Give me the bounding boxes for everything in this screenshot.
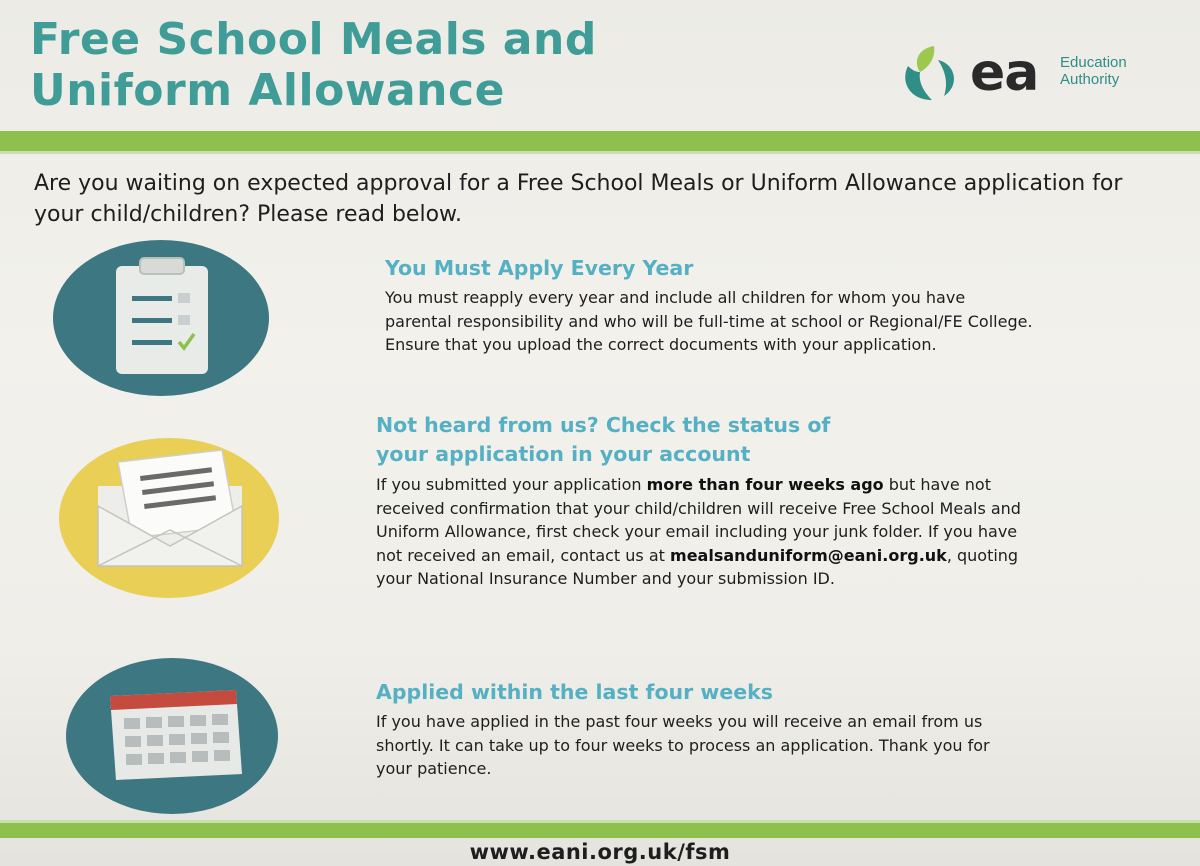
section-body-check-status <box>376 473 1036 591</box>
calendar-icon <box>66 656 280 816</box>
footer-url: www.eani.org.uk/fsm <box>469 840 731 864</box>
section-title-line: You Must Apply Every Year <box>385 256 694 280</box>
contact-email: mealsanduniform@eani.org.uk <box>670 545 947 565</box>
section-title-apply-every-year <box>385 254 693 283</box>
body-text: , quoting your National Insurance Number and your submission ID. <box>376 545 1019 588</box>
section-title-check-status <box>376 411 830 469</box>
logo-line-1: Education <box>1060 54 1127 71</box>
leaf-logo-icon <box>898 38 970 108</box>
body-text: If you submitted your application <box>376 475 647 494</box>
body-text: but have not received confirmation that your child/children will receive Free School Meals and Uniform Allowance, first check your email including your junk folder. If you have not received an email, contact us at <box>376 475 1021 565</box>
bottom-green-band <box>0 823 1200 838</box>
title-line-1: Free School Meals and <box>30 14 597 65</box>
body-bold-four-weeks: more than four weeks ago <box>646 475 884 494</box>
section-title-line-1: Not heard from us? Check the status of <box>376 413 831 437</box>
section-body-applied-recently: If you have applied in the past four weeks you will receive an email from us shortly. It can take up to four weeks to process an application. Thank you for your patience. <box>376 712 990 778</box>
logo-wordmark: ea <box>970 43 1039 103</box>
section-title-applied-recently <box>376 678 773 707</box>
education-authority-logo <box>898 38 1168 118</box>
clipboard-checklist-icon <box>52 238 272 398</box>
title-line-2: Uniform Allowance <box>30 65 505 116</box>
page-title <box>30 14 597 116</box>
logo-line-2: Authority <box>1060 71 1120 88</box>
top-green-band <box>0 131 1200 151</box>
envelope-letter-icon <box>58 434 282 604</box>
section-body-apply-every-year: You must reapply every year and include all children for whom you have parental responsibility and who will be full-time at school or Regional/FE College. Ensure that you upload the correct documents with your application. <box>385 288 1033 354</box>
section-title-line: Applied within the last four weeks <box>376 680 773 704</box>
section-title-line-2: your application in your account <box>376 442 751 466</box>
logo-org-name <box>1060 54 1127 88</box>
intro-question: Are you waiting on expected approval for a Free School Meals or Uniform Allowance application for your child/children? Please read below. <box>34 171 1123 227</box>
